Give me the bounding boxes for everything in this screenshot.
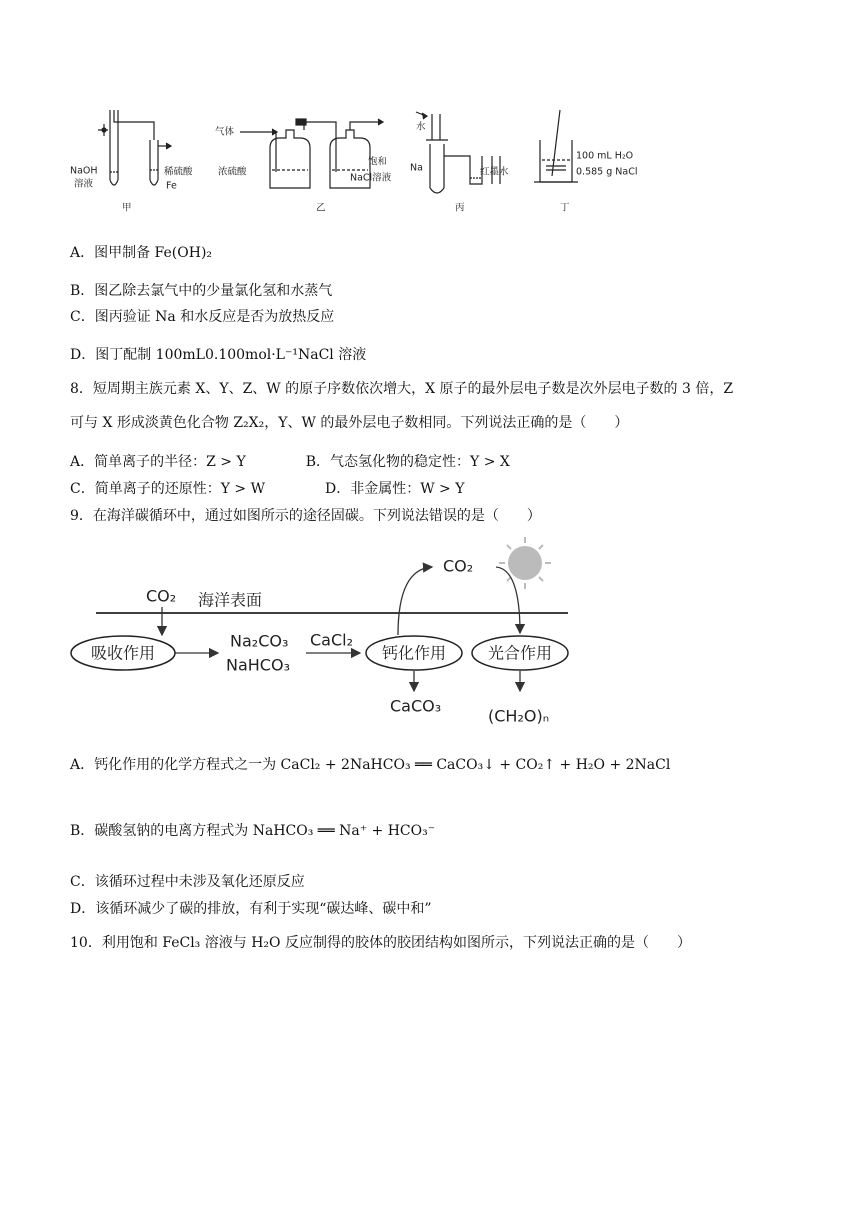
caco3-label: CaCO₃ <box>390 696 442 716</box>
co2-top-label: CO₂ <box>146 586 177 606</box>
q7-option-b: B．图乙除去氯气中的少量氯化氢和水蒸气 <box>70 283 333 299</box>
cacl2-label: CaCl₂ <box>310 630 354 650</box>
q9-option-b: B．碳酸氢钠的电离方程式为 NaHCO₃ ══ Na⁺ + HCO₃⁻ <box>70 823 436 839</box>
saturated-label: 饱和 <box>368 156 388 168</box>
nacl-mass-label: 0.585 g NaCl <box>576 166 638 178</box>
q8-options-ab <box>70 451 510 471</box>
sun-icon <box>499 537 551 589</box>
q8-option-d: D．非金属性：W > Y <box>324 481 465 497</box>
apparatus-ding <box>534 110 578 182</box>
q8-stem-line2: 可与 X 形成淡黄色化合物 Z₂X₂，Y、W 的最外层电子数相同。下列说法正确的是（ ） <box>70 415 629 431</box>
nacl-solution-label: NaCl溶液 <box>350 172 392 184</box>
apparatus-figure <box>60 100 680 225</box>
q7-option-a: A．图甲制备 Fe(OH)₂ <box>70 245 213 261</box>
apparatus-jia <box>98 110 171 185</box>
apparatus-jia-name: 甲 <box>122 202 132 214</box>
co2-cycle-label: CO₂ <box>443 556 474 576</box>
fe-label: Fe <box>166 180 177 192</box>
dilute-sulfuric-label: 稀硫酸 <box>164 166 193 178</box>
q8-option-b: B．气态氢化物的稳定性：Y > X <box>305 454 510 470</box>
ch2o-label: (CH₂O)ₙ <box>488 706 550 726</box>
gas-label: 气体 <box>215 126 235 138</box>
carbon-cycle-diagram <box>60 535 600 730</box>
q7-option-c: C．图丙验证 Na 和水反应是否为放热反应 <box>70 309 335 325</box>
calcify-label: 钙化作用 <box>381 643 447 663</box>
q10-stem: 10．利用饱和 FeCl₃ 溶液与 H₂O 反应制得的胶体的胶团结构如图所示，下列说法正确的是（ ） <box>70 935 691 951</box>
q8-option-a: A．简单离子的半径：Z > Y <box>70 454 246 470</box>
q8-options-cd <box>70 478 464 498</box>
q9-option-c: C．该循环过程中未涉及氧化还原反应 <box>70 874 305 890</box>
conc-sulfuric-label: 浓硫酸 <box>218 166 247 178</box>
ocean-surface-label: 海洋表面 <box>198 590 263 610</box>
q7-option-d: D．图丁配制 100mL0.100mol·L⁻¹NaCl 溶液 <box>70 347 367 363</box>
h2o-volume-label: 100 mL H₂O <box>576 150 634 162</box>
q9-option-a: A．钙化作用的化学方程式之一为 CaCl₂ + 2NaHCO₃ ══ CaCO₃↓ + CO₂↑ + H₂O + 2NaCl <box>70 757 671 773</box>
naoh-label: NaOH <box>70 165 98 177</box>
absorb-label: 吸收作用 <box>90 643 156 663</box>
apparatus-bing-name: 丙 <box>455 202 465 214</box>
photo-label: 光合作用 <box>487 643 553 663</box>
water-label: 水 <box>416 121 426 133</box>
q8-option-c: C．简单离子的还原性：Y > W <box>70 481 265 497</box>
q9-stem: 9．在海洋碳循环中，通过如图所示的途径固碳。下列说法错误的是（ ） <box>70 508 541 524</box>
apparatus-bing <box>416 112 500 193</box>
apparatus-yi-name: 乙 <box>316 202 326 214</box>
red-ink-label: 红墨水 <box>480 166 509 178</box>
naoh-solution-label: 溶液 <box>74 178 94 190</box>
q9-option-d: D．该循环减少了碳的排放，有利于实现“碳达峰、碳中和” <box>70 901 432 917</box>
na2co3-label: Na₂CO₃ <box>230 631 289 651</box>
apparatus-ding-name: 丁 <box>560 202 570 214</box>
q8-stem-line1: 8．短周期主族元素 X、Y、Z、W 的原子序数依次增大，X 原子的最外层电子数是次外层电子数的 3 倍，Z <box>70 381 734 397</box>
na-label: Na <box>410 162 423 174</box>
nahco3-label: NaHCO₃ <box>226 655 290 675</box>
